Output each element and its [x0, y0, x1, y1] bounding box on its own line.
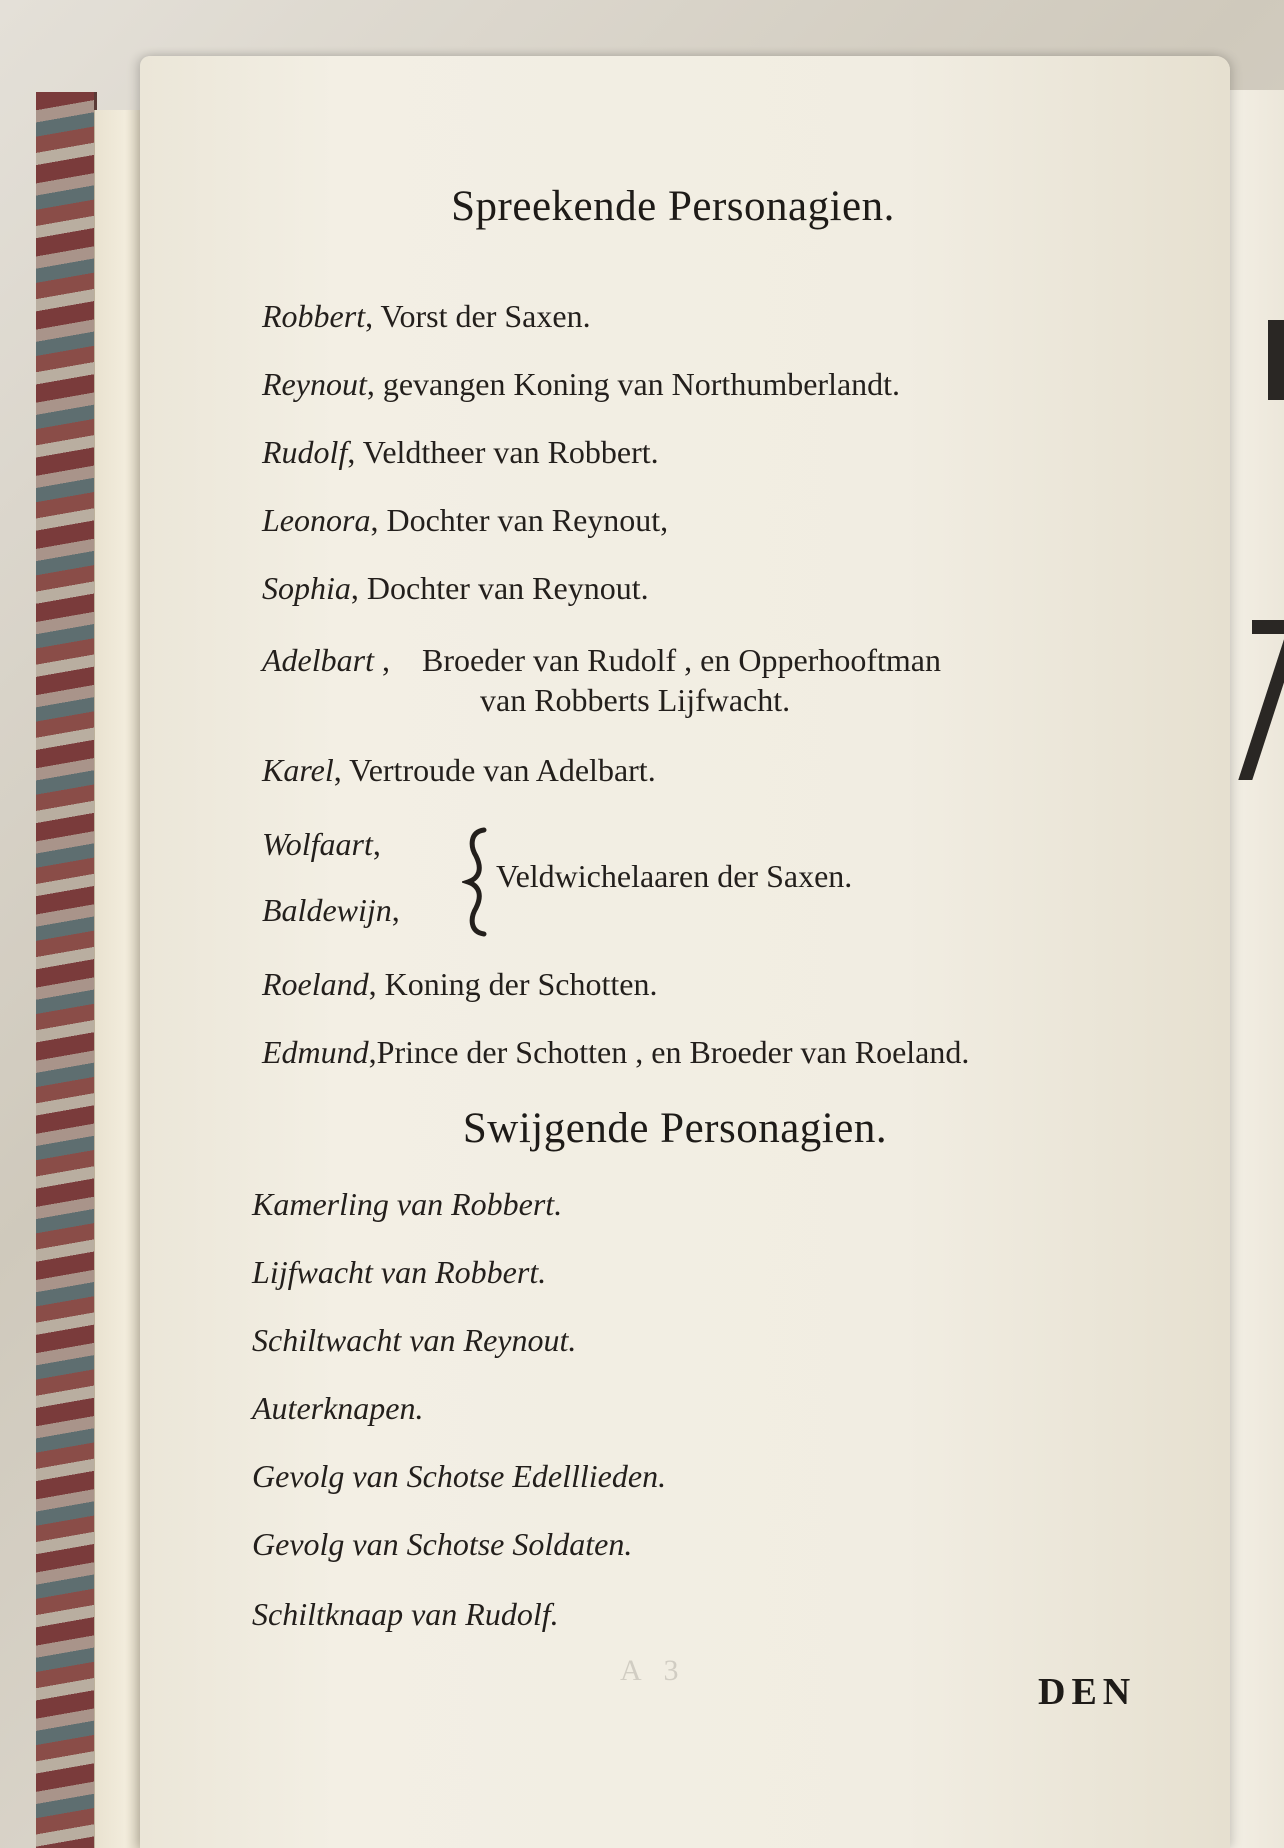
character-name: Roeland: [262, 966, 369, 1002]
character-entry: Wolfaart,: [262, 826, 381, 862]
character-name: Rudolf: [262, 434, 348, 470]
character-role: Dochter van Reynout,: [386, 502, 669, 538]
character-role-continued: van Robberts Lijfwacht.: [480, 682, 791, 718]
facing-page-letter: [1268, 320, 1284, 400]
character-entry: Adelbart , Broeder van Rudolf , en Opperhooftman: [262, 642, 941, 678]
character-entry: Reynout, gevangen Koning van Northumberlandt.: [262, 366, 901, 402]
grouping-brace: [462, 826, 490, 938]
silent-characters-title: Swijgende Personagien.: [462, 1105, 888, 1152]
marbled-spine: [36, 92, 97, 1848]
character-role: Broeder van Rudolf , en Opperhooftman: [421, 642, 941, 678]
character-name: Robbert: [262, 298, 366, 334]
silent-character: Gevolg van Schotse Soldaten.: [252, 1526, 633, 1562]
character-role: Veldtheer van Robbert.: [362, 434, 659, 470]
character-name: Adelbart: [262, 642, 374, 678]
character-role: Vorst der Saxen.: [380, 298, 591, 334]
catchword: DEN: [1038, 1671, 1137, 1713]
signature-mark: A 3: [620, 1654, 687, 1687]
character-entry: Rudolf, Veldtheer van Robbert.: [262, 434, 659, 470]
character-name: Reynout: [262, 366, 367, 402]
character-entry: Leonora, Dochter van Reynout,: [262, 502, 669, 538]
character-entry: Edmund,Prince der Schotten , en Broeder van Roeland.: [262, 1034, 970, 1070]
silent-character: Auterknapen.: [252, 1390, 424, 1426]
character-name: Sophia: [262, 570, 351, 606]
silent-character: Kamerling van Robbert.: [252, 1186, 563, 1222]
character-role: Prince der Schotten , en Broeder van Roeland.: [376, 1034, 970, 1070]
character-entry: Robbert, Vorst der Saxen.: [262, 298, 591, 334]
character-entry: Roeland, Koning der Schotten.: [262, 966, 658, 1002]
silent-character: Schiltknaap van Rudolf.: [252, 1596, 559, 1632]
character-name: Baldewijn: [262, 892, 392, 928]
character-entry: Karel, Vertroude van Adelbart.: [262, 752, 656, 788]
speaking-characters-title: Spreekende Personagien.: [451, 183, 895, 230]
character-role: gevangen Koning van Northumberlandt.: [382, 366, 901, 402]
silent-character: Gevolg van Schotse Edelllieden.: [252, 1458, 667, 1494]
character-entry: Sophia, Dochter van Reynout.: [262, 570, 649, 606]
page-edges: [94, 110, 145, 1848]
grouped-role: Veldwichelaaren der Saxen.: [496, 858, 853, 894]
silent-character: Schiltwacht van Reynout.: [252, 1322, 577, 1358]
character-name: Wolfaart: [262, 826, 373, 862]
character-role: Dochter van Reynout.: [366, 570, 649, 606]
character-role: Koning der Schotten.: [384, 966, 658, 1002]
facing-page-letter: [1252, 620, 1284, 794]
character-role: Vertroude van Adelbart.: [349, 752, 656, 788]
character-name: Leonora: [262, 502, 371, 538]
silent-character: Lijfwacht van Robbert.: [252, 1254, 547, 1290]
character-name: Edmund: [262, 1034, 369, 1070]
character-name: Karel: [262, 752, 334, 788]
character-entry: Baldewijn,: [262, 892, 400, 928]
